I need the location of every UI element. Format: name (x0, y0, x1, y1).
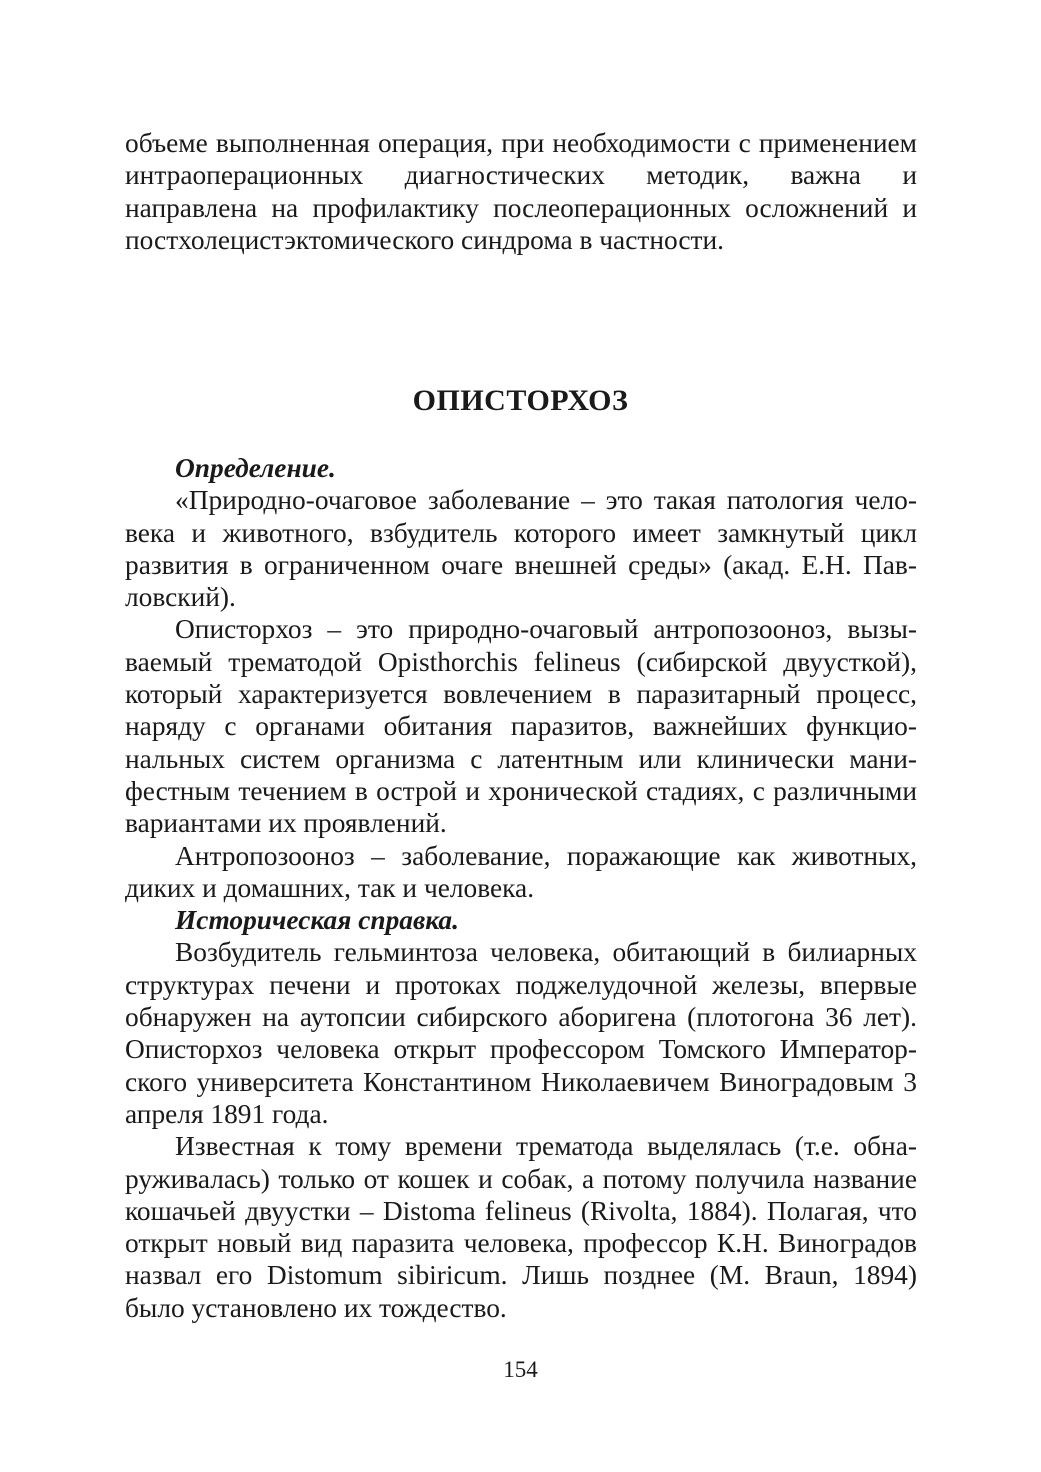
intro-section (125, 127, 917, 256)
definition-main-paragraph: Описторхоз – это природно-очаговый антропозооноз, вызываемый трематодой Opisthorchis felineus (сибирской двуусткой), который характеризуется вовлечением в паразитарный процесс, наряду с органами обитания паразитов, важнейших функциональных систем организма с латентным или клинически манифестным течением в острой и хронической стадиях, с различными вариантами их проявлений. (125, 614, 917, 839)
history-paragraph-2: Известная к тому времени трематода выделялась (т.е. обнаруживалась) только от кошек и собак, а потому получила название кошачьей двуустки – Distoma felineus (Rivolta, 1884). Полагая, что открыт новый вид паразита человека, профессор К.Н. Виноградов назвал его Distomum sibiricum. Лишь позднее (M. Braun, 1894) было установлено их тождество. (125, 1131, 917, 1323)
anthropozoonosis-paragraph: Антропозооноз – заболевание, поражающие как животных, диких и домашних, так и человека. (125, 840, 917, 903)
history-paragraph-1: Возбудитель гельминтоза человека, обитающий в билиарных структурах печени и протоках поджелудочной железы, впервые обнаружен на аутопсии сибирского аборигена (плотогона 36 лет). Описторхоз человека открыт профессором Томского Императорского университета Константином Николаевичем Виноградовым 3 апреля 1891 года. (125, 937, 917, 1129)
definition-quote-paragraph: «Природно-очаговое заболевание – это такая патология человека и животного, взбудитель которого имеет замкнутый цикл развития в ограниченном очаге внешней среды» (акад. Е.Н. Павловский). (125, 485, 917, 613)
chapter-heading: ОПИСТОРХОЗ (412, 384, 629, 417)
history-title: Историческая справка. (175, 905, 459, 936)
definition-title: Определение. (175, 453, 336, 483)
page-number: 154 (503, 1357, 538, 1382)
intro-paragraph: объеме выполненная операция, при необходимости с применением интраоперационных диагностических методик, важна и направлена на профилактику послеоперационных осложнений и постхолецистэктомического синдрома в частности. (125, 128, 917, 255)
body-section (125, 452, 917, 1324)
heading-section (0, 382, 1041, 420)
